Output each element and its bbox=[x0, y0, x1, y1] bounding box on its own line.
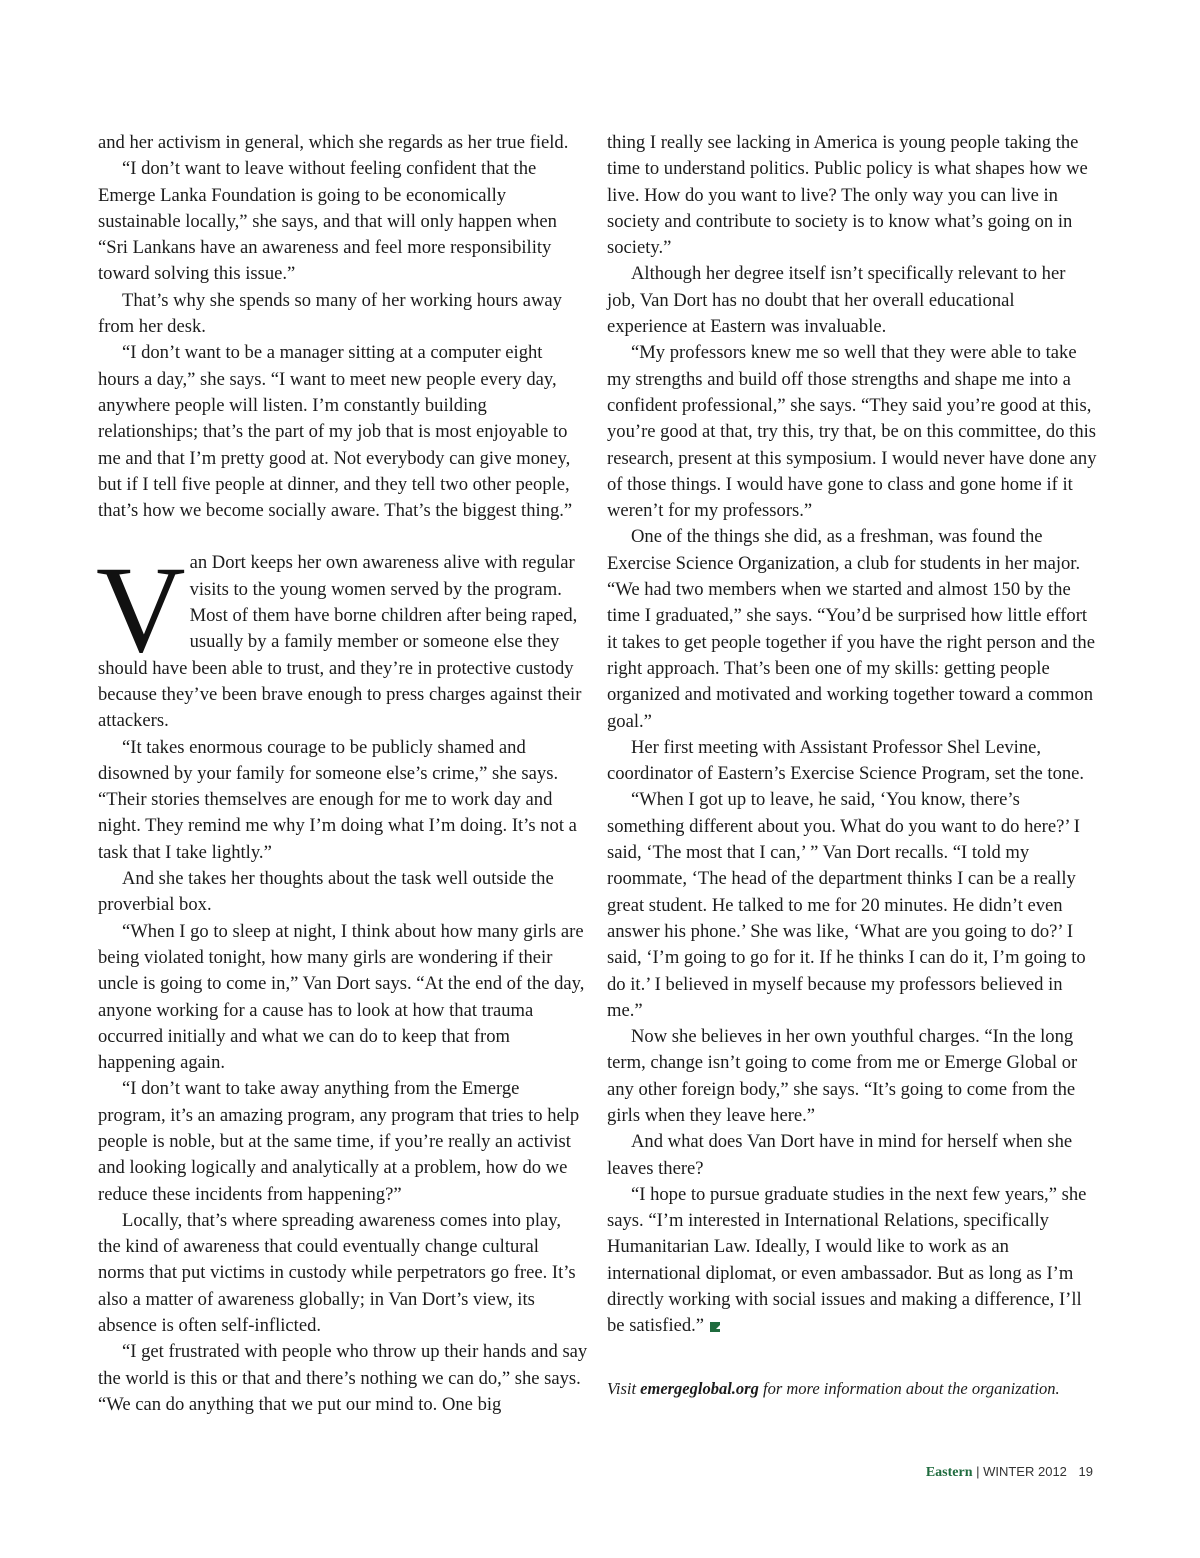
article-paragraph: “My professors knew me so well that they were able to take my strengths and build off those strengths and shape me into a confident professional,” she says. “They said you’re good at this, you’re good at that, try this, try that, be on this committee, do this research, present at this symposium. I would never have done any of those things. I would have gone to class and gone home if it weren’t for my professors.” bbox=[607, 342, 1097, 522]
article-paragraph: And she takes her thoughts about the task well outside the proverbial box. bbox=[98, 868, 554, 916]
article-paragraph: Her first meeting with Assistant Professor Shel Levine, coordinator of Eastern’s Exercise Science Program, set the tone. bbox=[607, 736, 1085, 785]
dropcap-paragraph-text: an Dort keeps her own awareness alive with regular visits to the young women served by the program. Most of them have borne children after being raped, usually by a family member or someone else they should have been able to trust, and they’re in protective custody because they’ve been brave enough to press charges against their attackers. bbox=[98, 552, 582, 732]
left-column bbox=[98, 130, 588, 1418]
issue-label: | WINTER 2012 bbox=[976, 1464, 1067, 1479]
article-paragraph: Although her degree itself isn’t specifically relevant to her job, Van Dort has no doubt that her overall educational experience at Eastern was invaluable. bbox=[607, 263, 1066, 338]
article-paragraph: “It takes enormous courage to be publicly shamed and disowned by your family for someone else’s crime,” she says. “Their stories themselves are enough for me to work day and night. They remind me why I’m doing what I’m doing. It’s not a task that I take lightly.” bbox=[98, 736, 577, 863]
website-link[interactable]: emergeglobal.org bbox=[640, 1378, 759, 1398]
final-paragraph-text: “I hope to pursue graduate studies in the next few years,” she says. “I’m interested in International Relations, specifically Humanitarian Law. Ideally, I would like to work as an international diplomat, or even ambassador. But as long as I’m directly working with social issues and making a difference, I’ll be satisfied.” bbox=[607, 1183, 1087, 1337]
article-paragraph: thing I really see lacking in America is young people taking the time to understand politics. Public policy is what shapes how we live. How do you want to live? The only way you can live in society and contribute to society is to know what’s going on in society.” bbox=[607, 132, 1088, 259]
magazine-name: Eastern bbox=[925, 1465, 973, 1480]
article-paragraph: “I don’t want to be a manager sitting at a computer eight hours a day,” she says. “I want to meet new people every day, anywhere people will listen. I’m constantly building relationships; that’s the part of my job that is most enjoyable to me and that I’m pretty good at. Not everybody can give money, but if I tell five people at dinner, and they tell two other people, that’s how we become socially aware. That’s the biggest thing.” bbox=[98, 342, 573, 522]
visit-note bbox=[607, 1376, 1097, 1402]
article-paragraph: That’s why she spends so many of her working hours away from her desk. bbox=[98, 289, 562, 338]
article-paragraph: And what does Van Dort have in mind for herself when she leaves there? bbox=[607, 1131, 1073, 1179]
final-paragraph bbox=[607, 1182, 1097, 1340]
article-paragraph: Now she believes in her own youthful charges. “In the long term, change isn’t going to come from me or Emerge Global or any other foreign body,” she says. “It’s going to come from the girls when they leave here.” bbox=[607, 1026, 1078, 1126]
article-paragraph: Locally, that’s where spreading awareness comes into play, the kind of awareness that could eventually change cultural norms that put victims in custody while perpetrators go free. It’s also a matter of awareness globally; in Van Dort’s view, its absence is often self-inflicted. bbox=[98, 1209, 576, 1337]
article-paragraph: “I don’t want to take away anything from the Emerge program, it’s an amazing program, any program that tries to help people is noble, but at the same time, if you’re really an activist and looking logically and analytically at a problem, how do we reduce these incidents from happening?” bbox=[98, 1078, 580, 1205]
page-number: 19 bbox=[1078, 1464, 1093, 1479]
article-paragraph: One of the things she did, as a freshman, was found the Exercise Science Organization, a club for students in her major. “We had two members when we started and almost 150 by the time I graduated,” she says. “You’d be surprised how little effort it takes to get people together if you have the right person and the right approach. That’s been one of my skills: getting people organized and motivated and working together toward a common goal.” bbox=[607, 526, 1095, 732]
page-footer bbox=[926, 1464, 1093, 1481]
right-column bbox=[607, 130, 1097, 1402]
end-of-article-icon bbox=[710, 1322, 720, 1332]
drop-cap-letter: V bbox=[96, 541, 186, 679]
article-paragraph: “When I got up to leave, he said, ‘You know, there’s something different about you. What do you want to do here?’ I said, ‘The most that I can,’ ” Van Dort recalls. “I told my roommate, ‘The head of the department thinks I can be a really great student. He talked to me for 20 minutes. He didn’t even answer his phone.’ She was like, ‘What are you going to do?’ I said, ‘I’m going to go for it. If he thinks I can do it, I’m going to do it.’ I believed in myself because my professors believed in me.” bbox=[607, 789, 1086, 1021]
visit-prefix: Visit bbox=[607, 1378, 641, 1398]
article-paragraph: and her activism in general, which she regards as her true field. bbox=[98, 132, 569, 153]
article-paragraph: “I don’t want to leave without feeling confident that the Emerge Lanka Foundation is going to be economically sustainable locally,” she says, and that will only happen when “Sri Lankans have an awareness and feel more responsibility toward solving this issue.” bbox=[98, 158, 557, 285]
visit-suffix: for more information about the organization. bbox=[758, 1378, 1060, 1398]
dropcap-paragraph bbox=[96, 541, 588, 734]
article-paragraph: “I get frustrated with people who throw up their hands and say the world is this or that and there’s nothing we can do,” she says. “We can do anything that we put our mind to. One big bbox=[98, 1341, 588, 1415]
article-paragraph: “When I go to sleep at night, I think about how many girls are being violated tonight, how many girls are wondering if their uncle is going to come in,” Van Dort says. “At the end of the day, anyone working for a cause has to look at how that trauma occurred initially and what we can do to keep that from happening again. bbox=[98, 920, 585, 1074]
